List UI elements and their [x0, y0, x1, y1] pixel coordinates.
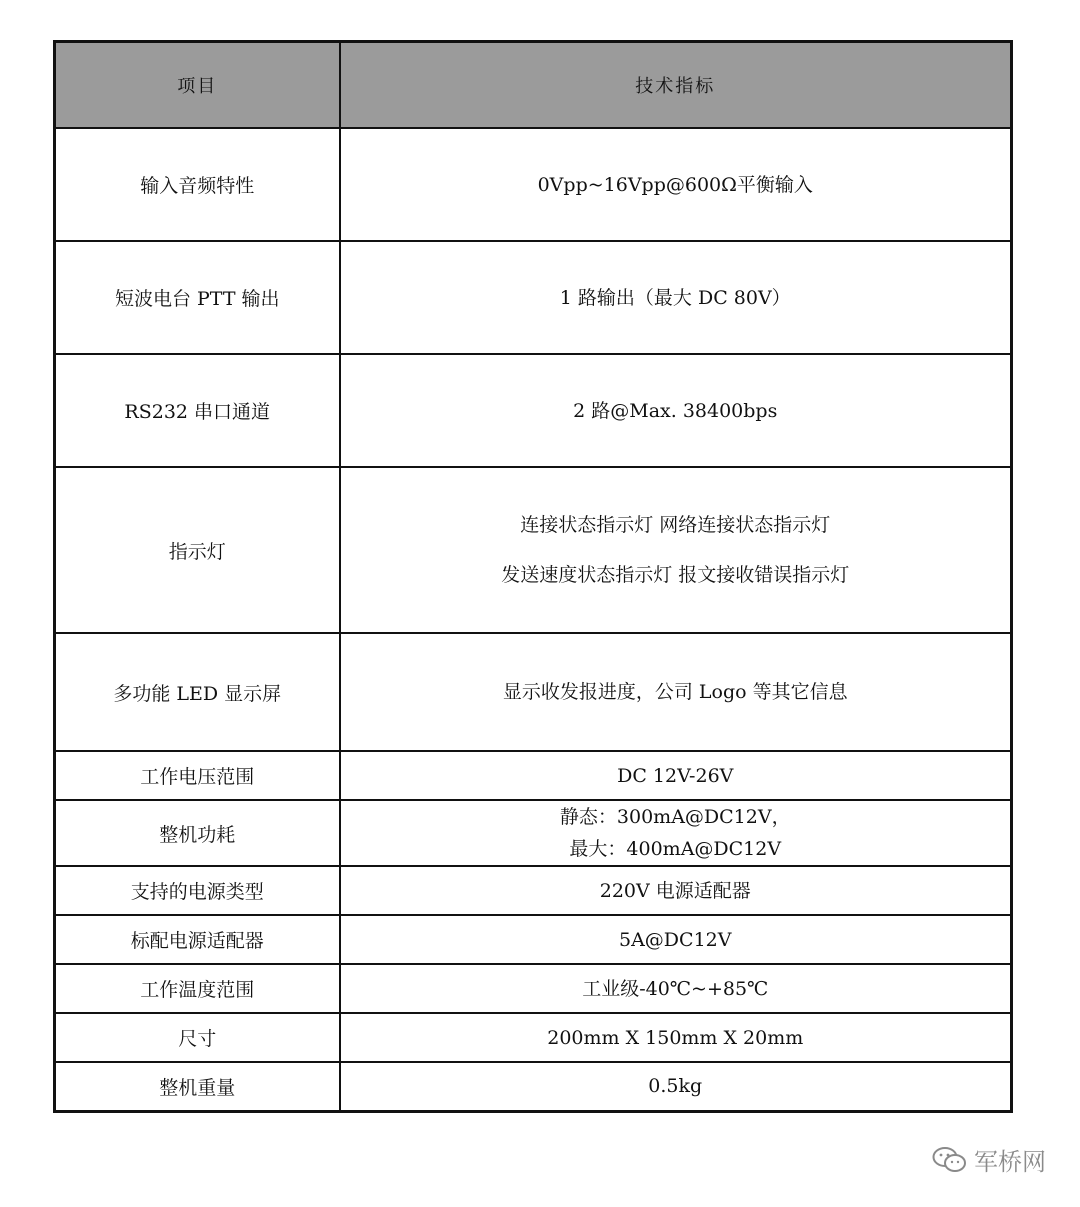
- header-item: 项目: [55, 42, 340, 129]
- row-item: 支持的电源类型: [55, 866, 340, 915]
- table-row: [55, 1062, 1012, 1111]
- row-item: 多功能 LED 显示屏: [55, 633, 340, 751]
- spec-table: [53, 40, 1013, 1113]
- table-row: [55, 354, 1012, 467]
- row-spec: 0Vpp~16Vpp@600Ω平衡输入: [340, 128, 1012, 241]
- row-spec: 0.5kg: [340, 1062, 1012, 1111]
- header-spec: 技术指标: [340, 42, 1012, 129]
- row-spec: DC 12V-26V: [340, 751, 1012, 800]
- row-spec: 2 路@Max. 38400bps: [340, 354, 1012, 467]
- row-item: 输入音频特性: [55, 128, 340, 241]
- row-item: 工作温度范围: [55, 964, 340, 1013]
- row-item: 整机功耗: [55, 800, 340, 866]
- row-item: 指示灯: [55, 467, 340, 633]
- row-spec: 220V 电源适配器: [340, 866, 1012, 915]
- row-spec: 1 路输出（最大 DC 80V）: [340, 241, 1012, 354]
- table-row: [55, 467, 1012, 633]
- table-row: [55, 633, 1012, 751]
- row-item: 短波电台 PTT 输出: [55, 241, 340, 354]
- row-spec: 连接状态指示灯 网络连接状态指示灯 发送速度状态指示灯 报文接收错误指示灯: [340, 467, 1012, 633]
- table-row: [55, 1013, 1012, 1062]
- table-row: [55, 915, 1012, 964]
- row-spec: 200mm X 150mm X 20mm: [340, 1013, 1012, 1062]
- table-header-row: [55, 42, 1012, 129]
- table-row: [55, 128, 1012, 241]
- wechat-icon: [932, 1146, 968, 1174]
- row-spec: 工业级-40℃~+85℃: [340, 964, 1012, 1013]
- row-item: 整机重量: [55, 1062, 340, 1111]
- row-item: RS232 串口通道: [55, 354, 340, 467]
- table-row: [55, 866, 1012, 915]
- watermark-text: 军桥网: [974, 1148, 1046, 1176]
- row-item: 标配电源适配器: [55, 915, 340, 964]
- row-spec: 静态：300mA@DC12V， 最大：400mA@DC12V: [340, 800, 1012, 866]
- row-spec: 5A@DC12V: [340, 915, 1012, 964]
- row-item: 工作电压范围: [55, 751, 340, 800]
- row-item: 尺寸: [55, 1013, 340, 1062]
- table-row: [55, 964, 1012, 1013]
- table-row: [55, 751, 1012, 800]
- table-row: [55, 241, 1012, 354]
- row-spec: 显示收发报进度，公司 Logo 等其它信息: [340, 633, 1012, 751]
- table-row: [55, 800, 1012, 866]
- watermark: [932, 1142, 1046, 1177]
